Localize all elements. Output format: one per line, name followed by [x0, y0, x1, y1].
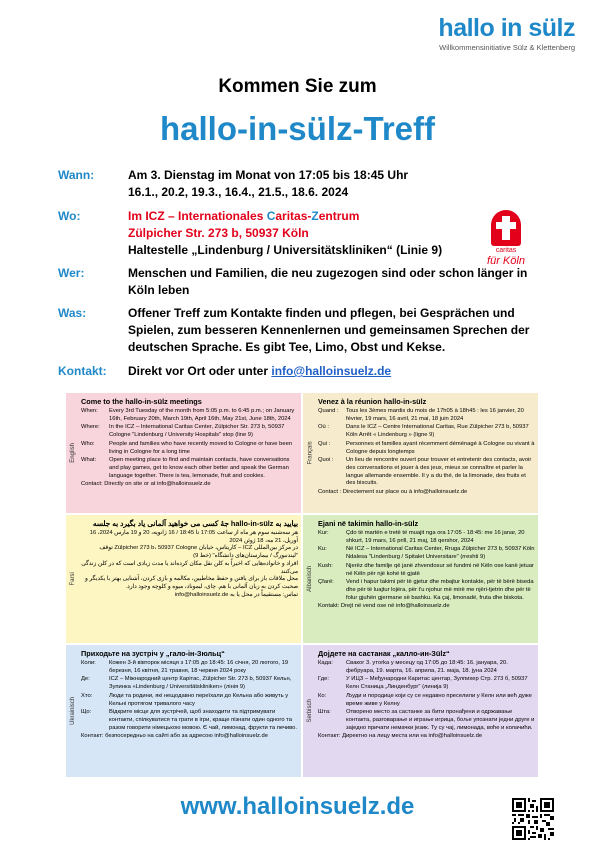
side-label: English	[70, 443, 77, 463]
row-value: Отворено место за састанке за бити пронађени и одржавање контакта, разговарање и играње игрица, боље упознати једни друге и заједно причати немачки језик. Ту су чај, лимонада, воће и колачићи.	[346, 709, 535, 731]
row-key: Quand :	[318, 408, 339, 414]
caritas-name: caritas	[495, 247, 517, 254]
wo-c: C	[266, 209, 276, 223]
row-value: در مرکز بین‌المللی ICZ – کاریتاس، خیابان Zülpicher 273 b، 50937 Cologne توقف "لیندنبورگ / بیمارستان‌های دانشگاه" (خط 9)	[99, 545, 298, 560]
cell-english	[66, 393, 301, 513]
qr-code-icon	[512, 798, 554, 840]
row-value: Personnes et familles ayant récemment déménagé à Cologne ou vivant à Cologne depuis longtemps	[346, 440, 535, 455]
row-key: Хто:	[81, 692, 93, 699]
row-value: Në ICZ – International Caritas Center, Rruga Zülpicher 273 b, 50937 Köln Ndalesa "Lindenburg / Spitalet Universitare" (rreshti 9)	[346, 546, 535, 561]
row-value: Люди та родини, які нещодавно переїхали до Кельна або живуть у Кельні протягом тривалого часу	[109, 692, 289, 707]
row-key: Када:	[318, 660, 333, 666]
row-key: Коли:	[81, 660, 96, 666]
row-key: Where:	[81, 424, 100, 431]
was-label: Was:	[58, 306, 87, 320]
wann-line2: 16.1., 20.2, 19.3., 16.4., 21.5., 18.6. 2024	[128, 185, 349, 199]
logo-tagline: Willkommensinitiative Sülz & Klettenberg	[439, 43, 575, 52]
kontakt-text: Direkt vor Ort oder unter	[128, 364, 272, 378]
email-link[interactable]: info@halloinsuelz.de	[271, 364, 392, 378]
row-value: Vend i hapur takimi për të gjetur dhe mbajtur kontakte, për të bërë biseda dhe për të luajtur lojëra, për t'u njohur më mirë me njëri-tjetrin dhe për të folur gjuhën gjermane së bashku. Ka çaj, limonadë, fruta dhe biskota.	[346, 579, 534, 601]
row-value: Open meeting place to find and maintain contacts, have conversations and play games, get to know each other better and speak the German language together. There is tea, lemonade, fruit and cookies.	[109, 457, 290, 479]
kontakt-label: Kontakt:	[58, 364, 107, 378]
side-label: Farsi	[70, 572, 77, 586]
row-value: In the ICZ – International Caritas Center, Zülpicher Str. 273 b, 50937 Cologne "Lindenburg / University Hospitals" stop (line 9)	[109, 424, 285, 439]
wo-label: Wo:	[58, 209, 81, 223]
row-key: Де:	[81, 676, 90, 683]
wo-line1	[128, 208, 538, 225]
row-value: Dans le ICZ – Centre International Caritas, Rue Zülpicher 273 b, 50937 Köln Arrêt « Lindenburg » (ligne 9)	[346, 424, 529, 439]
info-kontakt	[58, 363, 538, 380]
cell-title: Приходьте на зустріч у „гало-ін-Зюльц“	[81, 649, 225, 658]
row-value: Çdo të martën e tretë të muajit nga ora 17:05 - 18:45: me 16 janar, 20 shkurt, 19 mars, 16 prill, 21 maj, 18 qershor, 2024	[346, 530, 525, 544]
cell-contact: Contact: Directly on site or at info@halloinsuelz.de	[81, 481, 211, 488]
wo-z: Z	[311, 209, 319, 223]
wer-label: Wer:	[58, 266, 85, 280]
cell-contact: Контакт: Директно на лицу места или на info@halloinsuelz.de	[318, 733, 483, 740]
cell-farsi	[66, 515, 301, 643]
language-grid	[66, 393, 538, 777]
row-value: Njerëz dhe familje që janë zhvendosur së fundmi në Këln ose kanë jetuar në Këln për një kohë të gjatë	[346, 562, 534, 577]
row-value: Tous les 3èmes mardis du mois de 17h05 à 18h45 : les 16 janvier, 20 février, 19 mars, 16 avril, 21 mai, 18 juin 2024	[346, 408, 524, 422]
wo-line2: Zülpicher Str. 273 b, 50937 Köln	[128, 226, 309, 240]
wo-mid: aritas-	[275, 209, 312, 223]
info-wo	[58, 208, 538, 259]
info-wann	[58, 167, 538, 201]
row-value: هر سه‌شنبه سوم هر ماه از ساعت 17:05 تا 18:45 / 16 ژانویه، 20 و 19 مارس 2024، 16 آوریل، 21 مه، 18 ژوئن 2024	[89, 530, 298, 544]
cell-title: Дојдете на састанак „калло-ин-Зülz“	[318, 649, 450, 658]
row-value: افراد و خانواده‌هایی که اخیراً به کلن نقل مکان کرده‌اند یا مدت زیادی است که در کلن زندگی می‌کنند	[81, 560, 298, 575]
wann-line1: Am 3. Dienstag im Monat von 17:05 bis 18:45 Uhr	[128, 168, 409, 182]
row-key: Où :	[318, 424, 329, 431]
row-value: People and families who have recently moved to Cologne or have been living in Cologne for a long time	[109, 440, 293, 455]
row-key: Шта:	[318, 709, 331, 716]
row-key: Ku:	[318, 546, 327, 553]
row-key: Qui :	[318, 440, 331, 447]
row-key: Kur:	[318, 530, 329, 536]
row-key: When:	[81, 408, 98, 414]
wer-text: Menschen und Familien, die neu zugezogen sind oder schon länger in Köln leben	[128, 266, 528, 297]
row-value: ICZ – Міжнародний центр Карітас, Zülpicher Str. 273 b, 50937 Кельн, Зупинка «Lindenburg / Universitätskliniken» (лінія 9)	[109, 676, 292, 691]
row-key: Що:	[81, 709, 92, 716]
row-value: Сваког 3. утorka у месецу од 17:05 до 18:45: 16. јануара, 20. фебруара, 19. марта, 16. априла, 21. маја, 18. јуна 2024	[346, 660, 508, 674]
side-label: Français	[307, 441, 314, 465]
page-subtitle: Kommen Sie zum	[218, 76, 377, 97]
row-key: Quoi :	[318, 457, 334, 464]
logo-name: hallo in sülz	[438, 14, 575, 42]
row-key: Kush:	[318, 562, 333, 569]
cell-contact: تماس: مستقیماً در محل یا به info@halloinsuelz.de	[174, 591, 298, 598]
wo-prefix: Im ICZ – Internationales	[128, 209, 267, 223]
cell-french	[303, 393, 538, 513]
row-value: Every 3rd Tuesday of the month from 5:05 p.m. to 6:45 p.m.; on January 16th, February 20th, March 19th, April 16th, May 21st, June 18th, 2024	[109, 408, 295, 422]
row-value: Відкрите місце для зустрічей, щоб знаходити та підтримувати контакти, спілкуватися та грати в ігри, краще пізнати один одного та разом говорити німецькою мовою. Є чай, лимонад, фрукти та печиво.	[109, 709, 298, 731]
row-value: Un lieu de rencontre ouvert pour trouver et entretenir des contacts, avoir des conversations et jouer à des jeux, mieux se connaître et parler la langue allemande ensemble. Il y a du thé, de la limonade, des fruits et des biscuits.	[346, 457, 532, 487]
cell-contact: Контакт: безпосередньо на сайті або за адресою info@halloinsuelz.de	[81, 733, 268, 740]
wann-label: Wann:	[58, 168, 95, 182]
cell-title: Ejani në takimin hallo-in-sülz	[318, 519, 419, 528]
row-key: What:	[81, 457, 97, 464]
page-title: hallo-in-sülz-Treff	[160, 110, 435, 147]
logo	[438, 14, 575, 52]
row-key: Ко:	[318, 692, 327, 699]
side-label: Albanisch	[307, 565, 314, 592]
was-text: Offener Treff zum Kontakte finden und pflegen, bei Gesprächen und Spielen, zum besseren Kennenlernen und gemeinsamen Sprechen der deutschen Sprache. Es gibt Tee, Limo, Obst und Kekse.	[128, 306, 530, 354]
row-key: Çfarë:	[318, 579, 334, 586]
wo-end: entrum	[318, 209, 360, 223]
cell-albanian	[303, 515, 538, 643]
cell-title: Venez à la réunion hallo-in-sülz	[318, 397, 427, 406]
website-url[interactable]: www.halloinsuelz.de	[180, 793, 415, 820]
row-key: Who:	[81, 440, 95, 447]
cell-title: بیایید به hallo-in-sülz جهٔ کسی می خواهید آلمانی یاد بگیرد به جلسه	[92, 519, 298, 528]
cell-contact: Contact : Directement sur place ou à info@halloinsuelz.de	[318, 489, 468, 496]
side-label: Ukrainisch	[70, 696, 77, 725]
cell-macedonian	[303, 645, 538, 777]
side-label: Serbisch	[307, 699, 314, 723]
info-was	[58, 305, 538, 356]
row-value: Кожен 3-й вівторок місяця з 17:05 до 18:45: 16 січня, 20 лютого, 19 березня, 16 квітня, 21 травня, 18 червня 2024 року	[109, 660, 289, 674]
cell-ukrainian	[66, 645, 301, 777]
caritas-flame-icon	[491, 210, 521, 256]
row-key: Где:	[318, 676, 329, 683]
row-value: محل ملاقات باز برای یافتن و حفظ مخاطبین، مکالمه و بازی کردن، آشنایی بهتر با یکدیگر و صحبت کردن به زبان آلمانی با هم. چای، لیموناد، میوه و کلوچه وجود دارد.	[84, 576, 298, 590]
cell-contact: Kontakt: Drejt në vend ose në info@halloinsuelz.de	[318, 603, 450, 610]
row-value: У ИЦЗ – Међународни Каритас центар, Зулпихер Стр. 273 б, 50937 Келн Станица „Линденбург“ (линија 9)	[346, 676, 528, 691]
caritas-city: für Köln	[487, 255, 525, 267]
wo-line3: Haltestelle „Lindenburg / Universitätskliniken“ (Linie 9)	[128, 243, 443, 257]
row-value: Људи и породице који су се недавно преселили у Келн или већ дуже време живе у Келну	[346, 692, 532, 707]
cell-title: Come to the hallo-in-sülz meetings	[81, 397, 202, 406]
info-wer	[58, 265, 538, 299]
caritas-logo	[478, 210, 534, 267]
